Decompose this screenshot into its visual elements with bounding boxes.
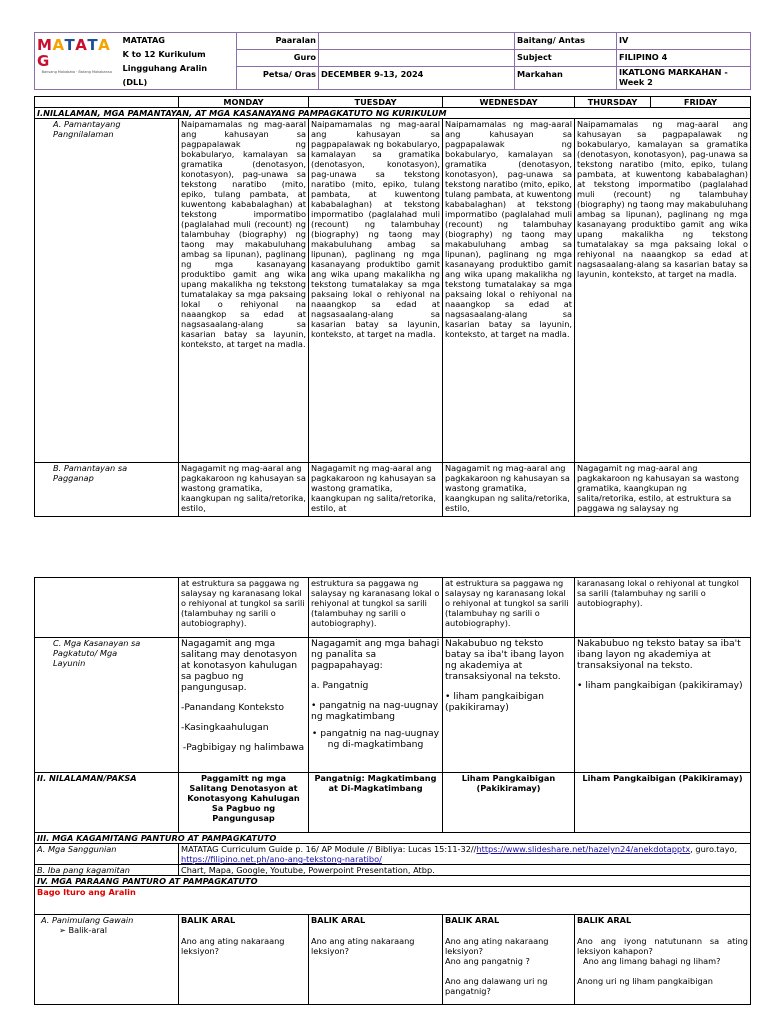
matatag-logo xyxy=(37,33,117,79)
kasanayan-wed-item-1: • liham pangkaibigan (pakikiramay) xyxy=(445,691,544,713)
dll-table-page2 xyxy=(34,577,751,1005)
kasanayan-thursday-friday xyxy=(575,638,751,773)
kasanayan-mon-text: Nagagamit ang mga salitang may denotasyon at konotasyon kahulugan sa pagbuo ng pangungusap. xyxy=(181,638,298,693)
section-3-row xyxy=(35,833,751,844)
balik-aral-heading: BALIK ARAL xyxy=(311,915,366,925)
guro-label: Guro xyxy=(237,50,319,67)
markahan-value[interactable]: IKATLONG MARKAHAN - Week 2 xyxy=(617,67,751,90)
logo-wordmark: MATATAG xyxy=(37,36,111,70)
title-line-1: MATATAG xyxy=(122,35,166,45)
petsa-label: Petsa/ Oras xyxy=(237,67,319,90)
nilalaman-thursday-friday: Liham Pangkaibigan (Pakikiramay) xyxy=(575,773,751,833)
kagamitan-label: B. Iba pang kagamitan xyxy=(35,865,179,876)
title-line-2: K to 12 Kurikulum xyxy=(122,49,206,59)
pangnilalaman-monday: Naipamamalas ng mag-aaral ang kahusayan sa pagpapalawak ng bokabularyo, kamalayan sa gramatika (denotasyon, konotasyon), pag-unawa sa tekstong naratibo (mito, epiko, tulang pambata, at kuwentong kababalaghan) at tekstong impormatibo (paglalahad muli (recount) ng talambuhay (biography) ng taong may makabuluhang ambag sa lipunan), paglinang ng mga kasanayang produktibo gamit ang wika upang makalikha ng tekstong tumatalakay sa mga paksaing lokal o rehiyonal na naaangkop sa edad at nagsasaalang-alang sa kasarian batay sa layunin, konteksto, at target na madla. xyxy=(179,119,309,463)
balik-aral-tue-question: Ano ang ating nakaraang leksiyon? xyxy=(311,936,415,956)
subject-label: Subject xyxy=(515,50,617,67)
bago-ituro-row xyxy=(35,887,751,915)
kagamitan-row xyxy=(35,865,751,876)
kasanayan-tue-item-2: • pangatnig na nag-uugnay ng magkatimbang xyxy=(311,700,439,722)
kasanayan-thufri-item-1: • liham pangkaibigan (pakikiramay) xyxy=(577,680,743,691)
sanggunian-row xyxy=(35,844,751,865)
petsa-value[interactable]: DECEMBER 9-13, 2024 xyxy=(319,67,515,90)
title-line-3: Lingguhang Aralin xyxy=(122,63,208,73)
section-1-row xyxy=(35,108,751,119)
sanggunian-mid: , guro.tayo, xyxy=(690,844,738,854)
balik-aral-heading: BALIK ARAL xyxy=(445,915,500,925)
pagganap-cont-thursday-friday: karanasang lokal o rehiyonal at tungkol sa sarili (talambuhay ng sarili o autobiography). xyxy=(575,578,751,638)
blank-corner xyxy=(35,97,179,108)
pangnilalaman-wednesday: Naipamamalas ng mag-aaral ang kahusayan sa pagpapalawak ng bokabularyo, kamalayan sa gramatika (denotasyon, konotasyon), pag-unawa sa tekstong naratibo (mito, epiko, tulang pambata, at kuwentong kababalaghan) at tekstong impormatibo (paglalahad muli (recount) ng talambuhay (biography) ng taong may makabuluhang ambag sa lipunan), paglinang ng mga kasanayang produktibo gamit ang wika upang makalikha ng tekstong tumatalakay sa mga paksaing lokal o rehiyonal na naaangkop sa edad at nagsasaalang-alang sa kasarian batay sa layunin, konteksto, at target na madla. xyxy=(443,119,575,463)
kasanayan-tuesday xyxy=(309,638,443,773)
kasanayan-mon-item-1: -Panandang Konteksto xyxy=(181,702,284,713)
pamantayang-pangnilalaman-row xyxy=(35,119,751,463)
kasanayan-tue-text: Nagagamit ang mga bahagi ng panalita sa pagpapahayag: xyxy=(311,638,440,671)
pamantayan-pagganap-row xyxy=(35,463,751,517)
balik-aral-wed-question-2: Ano ang pangatnig ? xyxy=(445,956,530,966)
kasanayan-thufri-text: Nakabubuo ng teksto batay sa iba't ibang layon ng akademiya at transaksiyonal na teksto. xyxy=(577,638,741,671)
kasanayan-wed-text: Nakabubuo ng teksto batay sa iba't ibang layon ng akademiya at transaksiyonal na teksto. xyxy=(445,638,565,682)
kasanayan-row xyxy=(35,638,751,773)
section-4-row xyxy=(35,876,751,887)
pamantayan-pagganap-label: B. Pamantayan sa Pagganap xyxy=(35,463,179,517)
days-header-row xyxy=(35,97,751,108)
day-thursday: THURSDAY xyxy=(575,97,651,108)
day-friday: FRIDAY xyxy=(651,97,751,108)
title-line-4: (DLL) xyxy=(122,77,148,87)
subject-value[interactable]: FILIPINO 4 xyxy=(617,50,751,67)
kasanayan-mon-item-3: -Pagbibigay ng halimbawa xyxy=(182,742,305,753)
section-3-title: III. MGA KAGAMITANG PANTURO AT PAMPAGKATUTO xyxy=(35,833,751,844)
pagganap-cont-wednesday: at estruktura sa paggawa ng salaysay ng karanasang lokal o rehiyonal at tungkol sa sarili (talambuhay ng sarili o autobiography). xyxy=(443,578,575,638)
nilalaman-label: II. NILALAMAN/PAKSA xyxy=(35,773,179,833)
kagamitan-value: Chart, Mapa, Google, Youtube, Powerpoint Presentation, Atbp. xyxy=(179,865,751,876)
balik-aral-heading: BALIK ARAL xyxy=(181,915,236,925)
pagganap-cont-tuesday: estruktura sa paggawa ng salaysay ng karanasang lokal o rehiyonal at tungkol sa sarili (talambuhay ng sarili o autobiography). xyxy=(309,578,443,638)
balik-aral-wed-question-3: Ano ang dalawang uri ng pangatnig? xyxy=(445,976,548,996)
dll-title xyxy=(119,33,237,90)
day-tuesday: TUESDAY xyxy=(309,97,443,108)
kasanayan-wednesday xyxy=(443,638,575,773)
section-4-title: IV. MGA PARAANG PANTURO AT PAMPAGKATUTO xyxy=(35,876,751,887)
balik-aral-monday xyxy=(179,915,309,1005)
panimulang-gawain-cell xyxy=(35,915,179,1005)
blank-label-cell xyxy=(35,578,179,638)
slideshare-link[interactable]: https://www.slideshare.net/hazelyn24/anekdotapptx xyxy=(476,844,691,854)
balik-aral-mon-question: Ano ang ating nakaraang leksiyon? xyxy=(181,936,285,956)
sanggunian-text: MATATAG Curriculum Guide p. 16/ AP Module // Bibliya: Lucas 15:11-32// xyxy=(181,844,477,854)
panimulang-gawain-row xyxy=(35,915,751,1005)
dll-table-page1 xyxy=(34,96,751,517)
baitang-value[interactable]: IV xyxy=(617,33,751,50)
pangnilalaman-thursday-friday: Naipamamalas ng mag-aaral ang kahusayan sa pagpapalawak ng bokabularyo, kamalayan sa gramatika (denotasyon, konotasyon), pag-unawa sa tekstong naratibo (mito, epiko, tulang pambata, at kuwentong kababalaghan) at tekstong impormatibo (paglalahad muli (recount) ng talambuhay (biography) ng taong may makabuluhang ambag sa lipunan), paglinang ng mga kasanayang produktibo gamit ang wika upang makalikha ng tekstong tumatalakay sa mga paksaing lokal o rehiyonal na naaangkop sa edad at nagsasaalang-alang sa kasarian batay sa layunin, konteksto, at target na madla. xyxy=(575,119,751,463)
panimulang-gawain-label: A. Panimulang Gawain xyxy=(41,915,134,925)
pagganap-monday: Nagagamit ng mag-aaral ang pagkakaroon ng kahusayan sa wastong gramatika, kaangkupan ng salita/retorika, estilo, xyxy=(179,463,309,517)
guro-value[interactable] xyxy=(319,50,515,67)
paaralan-label: Paaralan xyxy=(237,33,319,50)
day-monday: MONDAY xyxy=(179,97,309,108)
kasanayan-tue-item-1: a. Pangatnig xyxy=(311,680,369,691)
paaralan-value[interactable] xyxy=(319,33,515,50)
pamantayang-pangnilalaman-label: A. Pamantayang Pangnilalaman xyxy=(35,119,179,463)
baitang-label: Baitang/ Antas xyxy=(515,33,617,50)
logo-cell xyxy=(35,33,119,90)
balik-aral-wednesday xyxy=(443,915,575,1005)
kasanayan-label: C. Mga Kasanayan sa Pagkatuto/ Mga Layunin xyxy=(35,638,179,773)
pagganap-thursday-friday: Nagagamit ng mag-aaral ang pagkakaroon ng kahusayan sa wastong gramatika, kaangkupan ng salita/retorika, estilo, at estruktura sa paggawa ng salaysay ng xyxy=(575,463,751,517)
pangnilalaman-tuesday: Naipamamalas ng mag-aaral ang kahusayan sa pagpapalawak ng bokabularyo, kamalayan sa gramatika (denotasyon, konotasyon), pag-unawa sa tekstong naratibo (mito, epiko, tulang pambata, at kuwentong kababalaghan) at tekstong impormatibo (paglalahad muli (recount) ng talambuhay (biography) ng taong may makabuluhang ambag sa lipunan), paglinang ng mga kasanayang produktibo gamit ang wika upang makalikha ng tekstong tumatalakay sa mga paksaing lokal o rehiyonal na naaangkop sa edad at nagsasaalang-alang sa kasarian batay sa layunin, konteksto, at target na madla. xyxy=(309,119,443,463)
balik-aral-thu-question-1: Ano ang iyong natutunann sa ating leksiyon kahapon? xyxy=(577,936,748,956)
balik-aral-thu-question-2: Ano ang limang bahagi ng liham? xyxy=(583,956,721,966)
pagganap-wednesday: Nagagamit ng mag-aaral ang pagkakaroon ng kahusayan sa wastong gramatika, kaangkupan ng salita/retorika, estilo, xyxy=(443,463,575,517)
logo-tagline: Bansang Makabata · Batang Makabansa xyxy=(41,70,112,74)
balik-aral-wed-question-1: Ano ang ating nakaraang leksiyon? xyxy=(445,936,549,956)
kasanayan-tue-item-3: • pangatnig na nag-uugnay ng di-magkatimbang xyxy=(311,728,440,750)
bago-ituro-heading: Bago Ituro ang Aralin xyxy=(35,887,751,915)
header-table xyxy=(34,32,751,90)
sanggunian-value xyxy=(179,844,751,865)
nilalaman-tuesday: Pangatnig: Magkatimbang at Di-Magkatimbang xyxy=(309,773,443,833)
balik-aral-thursday xyxy=(575,915,751,1005)
filipino-net-link[interactable]: https://filipino.net.ph/ano-ang-tekstong-naratibo/ xyxy=(181,854,382,864)
kasanayan-mon-item-2: -Kasingkaahulugan xyxy=(181,722,269,733)
balik-aral-tuesday xyxy=(309,915,443,1005)
sanggunian-label: A. Mga Sanggunian xyxy=(35,844,179,865)
day-wednesday: WEDNESDAY xyxy=(443,97,575,108)
pagganap-continued-row xyxy=(35,578,751,638)
balik-aral-thu-question-3: Anong uri ng liham pangkaibigan xyxy=(577,976,713,986)
nilalaman-row xyxy=(35,773,751,833)
markahan-label: Markahan xyxy=(515,67,617,90)
section-1-title: I.NILALAMAN, MGA PAMANTAYAN, AT MGA KASANAYANG PAMPAGKATUTO NG KURIKULUM xyxy=(35,108,751,119)
balik-aral-heading: BALIK ARAL xyxy=(577,915,632,925)
balik-aral-label: ➢ Balik-aral xyxy=(59,925,108,935)
nilalaman-monday: Paggamitt ng mga Salitang Denotasyon at Konotasyong Kahulugan Sa Pagbuo ng Pangungusap xyxy=(179,773,309,833)
kasanayan-monday xyxy=(179,638,309,773)
pagganap-tuesday: Nagagamit ng mag-aaral ang pagkakaroon ng kahusayan sa wastong gramatika, kaangkupan ng salita/retorika, estilo, at xyxy=(309,463,443,517)
pagganap-cont-monday: at estruktura sa paggawa ng salaysay ng karanasang lokal o rehiyonal at tungkol sa sarili (talambuhay ng sarili o autobiography). xyxy=(179,578,309,638)
nilalaman-wednesday: Liham Pangkaibigan (Pakikiramay) xyxy=(443,773,575,833)
